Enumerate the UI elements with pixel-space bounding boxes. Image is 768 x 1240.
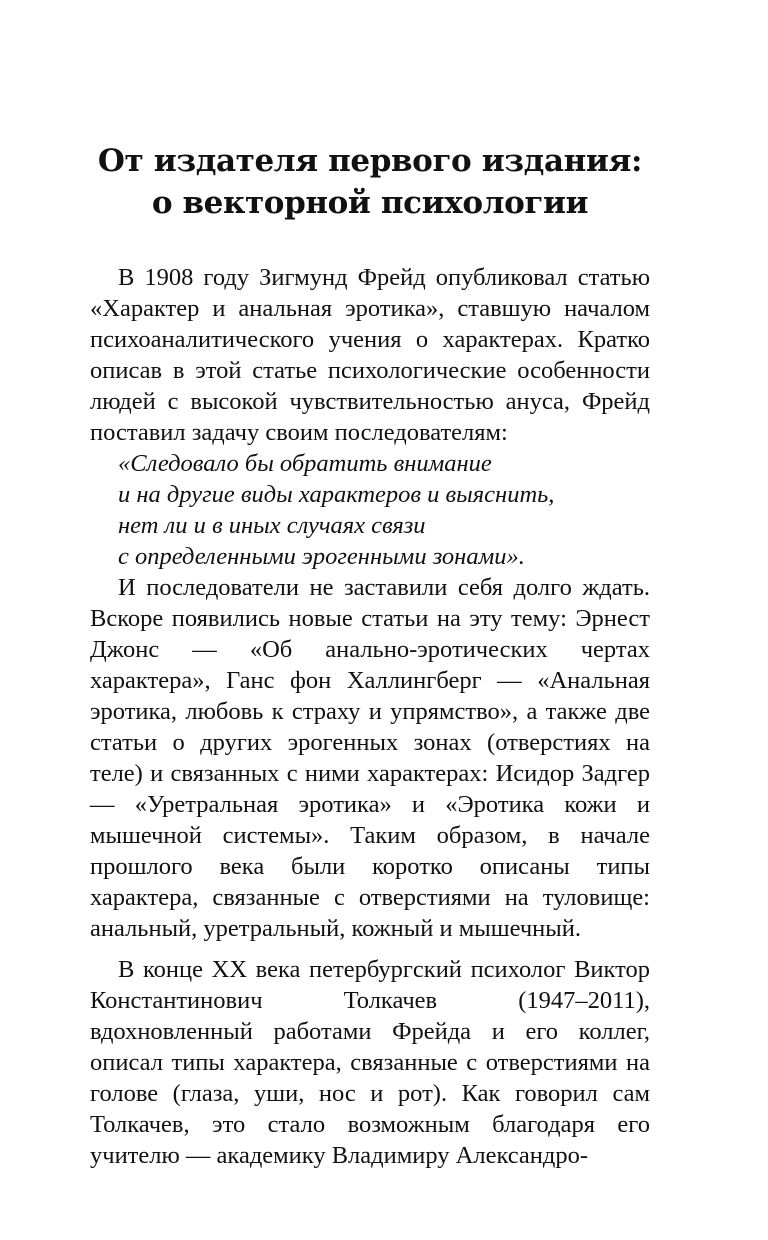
heading-line-2: о векторной психологии bbox=[151, 185, 589, 221]
book-page bbox=[90, 140, 650, 1171]
quote-line-1: «Следовало бы обратить внимание bbox=[118, 450, 492, 477]
quote-line-2: и на другие виды характеров и выяснить, bbox=[118, 481, 555, 508]
chapter-heading bbox=[90, 140, 650, 224]
quote-line-4: с определенными эрогенными зонами». bbox=[118, 543, 525, 570]
paragraph-1: В 1908 году Зигмунд Фрейд опубликовал статью «Характер и анальная эротика», ставшую началом психоаналитического учения о характерах. Кратко описав в этой статье психологические особенности людей с высокой чувствительностью ануса, Фрейд поставил задачу своим последователям: bbox=[90, 264, 650, 446]
freud-quote bbox=[90, 448, 650, 572]
paragraph-2: И последователи не заставили себя долго ждать. Вскоре появились новые статьи на эту тему: Эрнест Джонс — «Об анально-эротических чертах характера», Ганс фон Халлингберг — «Анальная эротика, любовь к страху и упрямство», а также две статьи о других эрогенных зонах (отверстиях на теле) и связанных с ними характерах: Исидор Задгер — «Уретральная эротика» и «Эротика кожи и мышечной системы». Таким образом, в начале прошлого века были коротко описаны типы характера, связанные с отверстиями на туловище: анальный, уретральный, кожный и мышечный. bbox=[90, 574, 650, 942]
paragraph-3: В конце XX века петербургский психолог Виктор Константинович Толкачев (1947–2011), вдохновленный работами Фрейда и его коллег, описал типы характера, связанные с отверстиями на голове (глаза, уши, нос и рот). Как говорил сам Толкачев, это стало возможным благодаря его учителю — академику Владимиру Александро- bbox=[90, 956, 650, 1169]
quote-line-3: нет ли и в иных случаях связи bbox=[118, 512, 426, 539]
heading-line-1: От издателя первого издания: bbox=[97, 143, 643, 179]
